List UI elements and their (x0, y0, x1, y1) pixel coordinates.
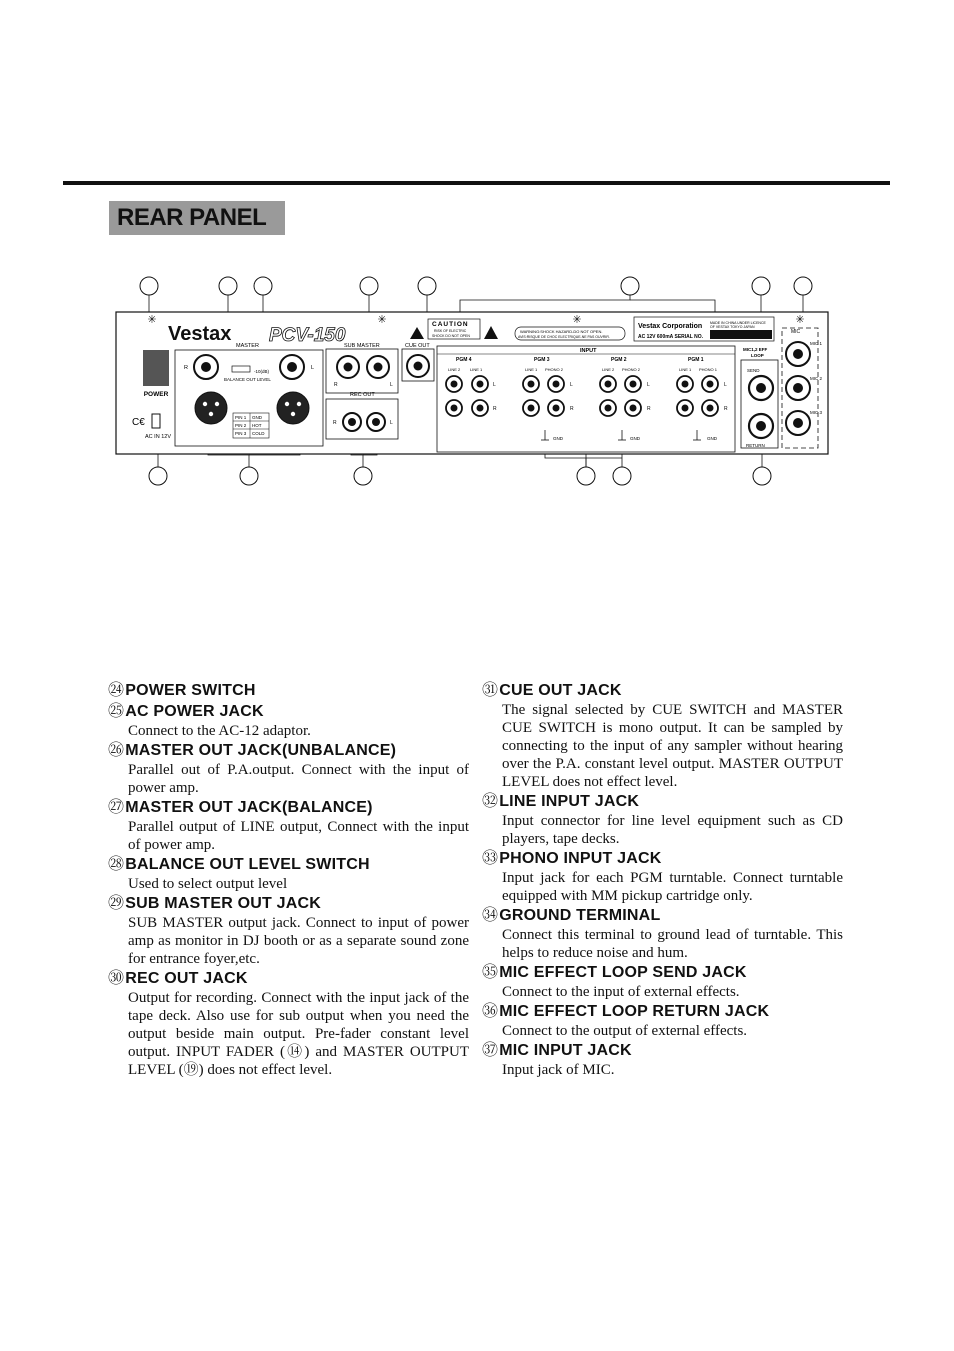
svg-text:R: R (570, 406, 574, 412)
svg-text:LINE 2: LINE 2 (602, 367, 615, 372)
item-body: Parallel out of P.A.output. Connect with the input of power amp. (128, 762, 469, 796)
svg-text:PIN 1: PIN 1 (235, 415, 247, 420)
svg-text:R: R (333, 420, 337, 426)
callout-sub-master (360, 277, 378, 295)
svg-text:R: R (493, 406, 497, 412)
item-body: Input jack for each PGM turntable. Connect turntable equipped with MM pickup cartridge only. (502, 870, 843, 904)
item-body: Input jack of MIC. (502, 1062, 615, 1078)
svg-text:RISK OF ELECTRIC: RISK OF ELECTRIC (434, 329, 467, 333)
rear-panel-diagram (0, 0, 954, 500)
item-power-switch: ㉔POWER SWITCH (108, 680, 256, 699)
descriptions-right (482, 680, 843, 1079)
item-body: The signal selected by CUE SWITCH and MASTER CUE SWITCH is mono output. It can be sampled by connecting to the input of any sampler without hearing over the P.A. constant level output. MASTER OUTPUT LEVEL does not effect level. (502, 702, 843, 790)
svg-text:✳: ✳ (377, 314, 387, 326)
svg-text:PIN 3: PIN 3 (235, 431, 247, 436)
svg-text:GND: GND (553, 436, 563, 441)
power-switch (143, 350, 169, 386)
item-heading: MIC EFFECT LOOP RETURN JACK (499, 1003, 770, 1020)
item-body: Connect this terminal to ground lead of turntable. This helps to reduce noise and hum. (502, 927, 843, 961)
item-master-out-balance: ㉗MASTER OUT JACK(BALANCE) Parallel output of LINE output, Connect with the input of power amp. (108, 797, 469, 853)
svg-text:PGM 3: PGM 3 (534, 357, 550, 363)
item-heading: MASTER OUT JACK(UNBALANCE) (125, 742, 397, 759)
callout-master-balance (240, 467, 258, 485)
svg-text:L: L (647, 382, 650, 388)
callout-rec-out (354, 467, 372, 485)
descriptions-left (108, 680, 469, 1079)
svg-text:SEND: SEND (747, 368, 760, 373)
svg-text:R: R (724, 406, 728, 412)
svg-text:L: L (390, 420, 393, 426)
svg-text:MIC 3: MIC 3 (810, 410, 823, 415)
callout-phono-input (577, 467, 595, 485)
callout-ac-jack (149, 467, 167, 485)
item-heading: MIC EFFECT LOOP SEND JACK (499, 964, 747, 981)
svg-text:PIN 2: PIN 2 (235, 423, 247, 428)
balance-level-switch (232, 366, 250, 372)
svg-text:-10(dB): -10(dB) (254, 369, 270, 374)
svg-text:LINE 1: LINE 1 (470, 367, 483, 372)
svg-text:GND: GND (630, 436, 640, 441)
svg-text:REC OUT: REC OUT (350, 392, 375, 398)
item-phono-input: ㉝PHONO INPUT JACK Input jack for each PGM turntable. Connect turntable equipped with MM pickup cartridge only. (482, 848, 843, 904)
svg-text:MIC 1: MIC 1 (810, 341, 823, 346)
item-heading: MASTER OUT JACK(BALANCE) (125, 799, 373, 816)
svg-text:PHONO 2: PHONO 2 (622, 367, 641, 372)
svg-text:L: L (724, 382, 727, 388)
callout-eff-return (753, 467, 771, 485)
svg-text:LOOP: LOOP (751, 353, 764, 358)
item-body: SUB MASTER output jack. Connect to input of power amp as monitor in DJ booth or as a separate sound zone for entrance foyer,etc. (128, 915, 469, 967)
svg-text:COLD: COLD (252, 431, 265, 436)
item-body: Connect to the input of external effects. (502, 984, 740, 1000)
item-heading: PHONO INPUT JACK (499, 850, 662, 867)
svg-text:LINE 1: LINE 1 (679, 367, 692, 372)
item-body: Connect to the output of external effects. (502, 1023, 748, 1039)
callout-cue-out (418, 277, 436, 295)
item-body: Input connector for line level equipment such as CD players, tape decks. (502, 813, 843, 847)
svg-text:PGM 1: PGM 1 (688, 357, 704, 363)
item-sub-master-out: ㉙SUB MASTER OUT JACK SUB MASTER output jack. Connect to input of power amp as monitor in DJ booth or as a separate sound zone for entrance foyer,etc. (108, 893, 469, 967)
callout-power-switch (140, 277, 158, 295)
svg-text:GND: GND (707, 436, 717, 441)
svg-text:POWER: POWER (143, 391, 169, 398)
svg-text:Vestax Corporation: Vestax Corporation (638, 323, 703, 330)
item-heading: SUB MASTER OUT JACK (125, 895, 322, 912)
svg-text:MASTER: MASTER (236, 343, 259, 349)
callout-ground (613, 467, 631, 485)
svg-text:C€: C€ (132, 417, 145, 428)
item-mic-input: ㊲MIC INPUT JACK Input jack of MIC. (482, 1040, 824, 1079)
item-body: Connect to the AC-12 adaptor. (128, 723, 311, 739)
svg-text:MADE IN CHINA UNDER LICENCE: MADE IN CHINA UNDER LICENCE (710, 321, 766, 325)
brand-logo: Vestax (168, 323, 232, 345)
item-heading: GROUND TERMINAL (499, 907, 661, 924)
item-rec-out: ㉚REC OUT JACK Output for recording. Connect with the input jack of the tape deck. Also use for sub output when you need the output beside main output. Pre-fader constant level output. INPUT FADER (⑭) and MASTER OUTPUT LEVEL (⑲) does not effect level. (108, 968, 469, 1078)
item-heading: POWER SWITCH (125, 682, 256, 699)
ac-jack (152, 414, 160, 428)
item-line-input: ㉜LINE INPUT JACK Input connector for line level equipment such as CD players, tape decks. (482, 791, 843, 847)
item-heading: LINE INPUT JACK (499, 793, 640, 810)
svg-text:PGM 4: PGM 4 (456, 357, 472, 363)
svg-text:R: R (647, 406, 651, 412)
item-cue-out: ㉛CUE OUT JACK The signal selected by CUE SWITCH and MASTER CUE SWITCH is mono output. It can be sampled by connecting to the input of any sampler without hearing over the P.A. constant level output. MASTER OUTPUT LEVEL does not effect level. (482, 680, 843, 790)
svg-text:PGM 2: PGM 2 (611, 357, 627, 363)
svg-text:AC IN 12V: AC IN 12V (145, 434, 171, 440)
svg-text:✳: ✳ (147, 314, 157, 326)
svg-text:L: L (311, 365, 315, 371)
item-body: Output for recording. Connect with the input jack of the tape deck. Also use for sub output when you need the output beside main output. Pre-fader constant level output. INPUT FADER (⑭) and MASTER OUTPUT LEVEL (⑲) does not effect level. (128, 990, 469, 1078)
svg-text:L: L (493, 382, 496, 388)
item-body: Parallel output of LINE output, Connect with the input of power amp. (128, 819, 469, 853)
callout-eff-send (752, 277, 770, 295)
svg-text:L: L (390, 382, 393, 388)
model-logo: PCV-150 (269, 325, 346, 346)
svg-text:L: L (570, 382, 573, 388)
item-ac-power-jack: ㉕AC POWER JACK Connect to the AC-12 adaptor. (108, 701, 450, 740)
callout-mic-input (794, 277, 812, 295)
item-ground-terminal: ㉞GROUND TERMINAL Connect this terminal to ground lead of turntable. This helps to reduce noise and hum. (482, 905, 843, 961)
svg-text:OF VESTAX TOKYO JAPAN: OF VESTAX TOKYO JAPAN (710, 325, 755, 329)
svg-text:LINE 2: LINE 2 (448, 367, 461, 372)
callout-master-unbalance (219, 277, 237, 295)
item-heading: MIC INPUT JACK (499, 1042, 632, 1059)
callout-balance-level (254, 277, 272, 295)
svg-text:PHONO 2: PHONO 2 (545, 367, 564, 372)
svg-text:AC 12V 600mA SERIAL NO.: AC 12V 600mA SERIAL NO. (638, 334, 704, 340)
svg-text:R: R (184, 365, 188, 371)
svg-text:SHOCK DO NOT OPEN: SHOCK DO NOT OPEN (432, 334, 470, 338)
svg-text:SUB MASTER: SUB MASTER (344, 343, 380, 349)
svg-text:AVIS:RISQUE DE CHOC ELECTRIQUE: AVIS:RISQUE DE CHOC ELECTRIQUE-NE PAS OUVRIR. (518, 335, 610, 339)
svg-text:MIC 2: MIC 2 (810, 376, 823, 381)
item-eff-send: ㉟MIC EFFECT LOOP SEND JACK Connect to the input of external effects. (482, 962, 824, 1001)
item-heading: BALANCE OUT LEVEL SWITCH (125, 856, 370, 873)
svg-text:INPUT: INPUT (580, 348, 597, 354)
svg-text:HOT: HOT (252, 423, 262, 428)
svg-text:MIC: MIC (791, 329, 801, 335)
item-body: Used to select output level (128, 876, 288, 892)
svg-text:WARNING:SHOCK HAZARD-DO NOT OP: WARNING:SHOCK HAZARD-DO NOT OPEN. (520, 329, 603, 334)
item-heading: AC POWER JACK (125, 703, 264, 720)
svg-text:LINE 1: LINE 1 (525, 367, 538, 372)
item-heading: CUE OUT JACK (499, 682, 622, 699)
svg-text:✳: ✳ (572, 314, 582, 326)
page-title: REAR PANEL (109, 201, 285, 235)
item-balance-out-level: ㉘BALANCE OUT LEVEL SWITCH Used to select output level (108, 854, 450, 893)
svg-text:✳: ✳ (795, 314, 805, 326)
item-master-out-unbalance: ㉖MASTER OUT JACK(UNBALANCE) Parallel out of P.A.output. Connect with the input of power amp. (108, 740, 469, 796)
svg-text:CUE OUT: CUE OUT (405, 343, 430, 349)
svg-text:MIC1,2 EFF: MIC1,2 EFF (743, 347, 768, 352)
svg-text:RETURN: RETURN (746, 443, 765, 448)
svg-text:BALANCE OUT LEVEL: BALANCE OUT LEVEL (224, 377, 271, 382)
svg-text:PHONO 1: PHONO 1 (699, 367, 718, 372)
item-heading: REC OUT JACK (125, 970, 248, 987)
svg-text:CAUTION: CAUTION (432, 321, 469, 328)
svg-text:GND: GND (252, 415, 262, 420)
item-eff-return: ㊱MIC EFFECT LOOP RETURN JACK Connect to the output of external effects. (482, 1001, 824, 1040)
callout-line-input (621, 277, 639, 295)
svg-text:R: R (334, 382, 338, 388)
pin-table (233, 413, 269, 438)
